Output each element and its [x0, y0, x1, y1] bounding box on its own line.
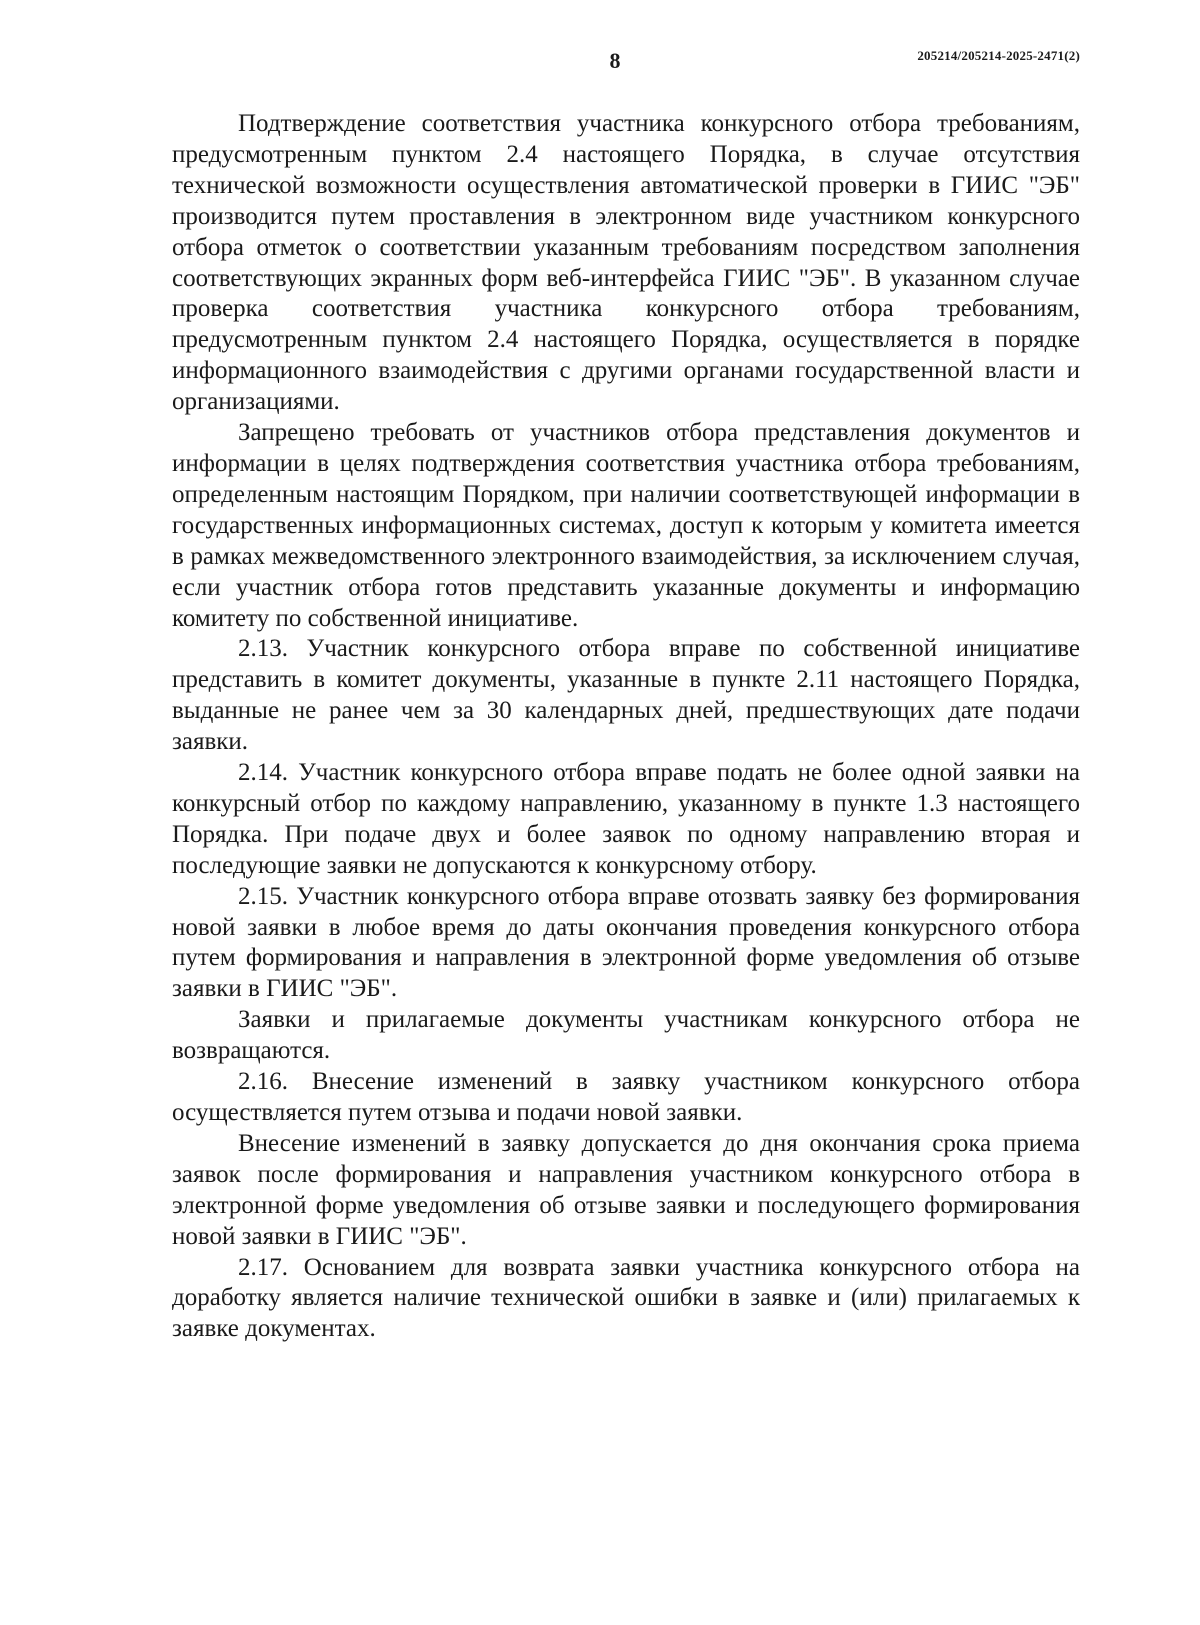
paragraph-2-14: 2.14. Участник конкурсного отбора вправе подать не более одной заявки на конкурсный отбор по каждому направлению, указанному в пункте 1.3 настоящего Порядка. При подаче двух и более заявок по одному направлению вторая и последующие заявки не допускаются к конкурсному отбору.	[172, 759, 1080, 879]
document-code: 205214/205214-2025-2471(2)	[917, 48, 1080, 63]
page-number: 8	[609, 48, 621, 73]
paragraph-2-17: 2.17. Основанием для возврата заявки участника конкурсного отбора на доработку является наличие технической ошибки в заявке и (или) прилагаемых к заявке документах.	[172, 1253, 1080, 1343]
paragraph-applications-not-returned: Заявки и прилагаемые документы участникам конкурсного отбора не возвращаются.	[172, 1006, 1080, 1065]
paragraph-confirmation-compliance: Подтверждение соответствия участника конкурсного отбора требованиям, предусмотренным пунктом 2.4 настоящего Порядка, в случае отсутствия технической возможности осуществления автоматической проверки в ГИИС "ЭБ" производится путем проставления в электронном виде участником конкурсного отбора отметок о соответствии указанным требованиям посредством заполнения соответствующих экранных форм веб-интерфейса ГИИС "ЭБ". В указанном случае проверка соответствия участника конкурсного отбора требованиям, предусмотренным пунктом 2.4 настоящего Порядка, осуществляется в порядке информационного взаимодействия с другими органами государственной власти и организациями.	[172, 110, 1080, 416]
paragraph-prohibition-documents: Запрещено требовать от участников отбора представления документов и информации в целях подтверждения соответствия участника отбора требованиям, определенным настоящим Порядком, при наличии соответствующей информации в государственных информационных системах, доступ к которым у комитета имеется в рамках межведомственного электронного взаимодействия, за исключением случая, если участник отбора готов представить указанные документы и информацию комитету по собственной инициативе.	[172, 419, 1080, 632]
paragraph-2-13: 2.13. Участник конкурсного отбора вправе по собственной инициативе представить в комитет документы, указанные в пункте 2.11 настоящего Порядка, выданные не ранее чем за 30 календарных дней, предшествующих дате подачи заявки.	[172, 635, 1080, 756]
document-body	[172, 109, 1080, 1345]
paragraph-2-15: 2.15. Участник конкурсного отбора вправе отозвать заявку без формирования новой заявки в любое время до даты окончания проведения конкурсного отбора путем формирования и направления в электронной форме уведомления об отзыве заявки в ГИИС "ЭБ".	[172, 882, 1080, 1003]
paragraph-2-16: 2.16. Внесение изменений в заявку участником конкурсного отбора осуществляется путем отзыва и подачи новой заявки.	[172, 1068, 1080, 1126]
paragraph-changes-deadline: Внесение изменений в заявку допускается до дня окончания срока приема заявок после формирования и направления участником конкурсного отбора в электронной форме уведомления об отзыве заявки и последующего формирования новой заявки в ГИИС "ЭБ".	[172, 1129, 1080, 1250]
